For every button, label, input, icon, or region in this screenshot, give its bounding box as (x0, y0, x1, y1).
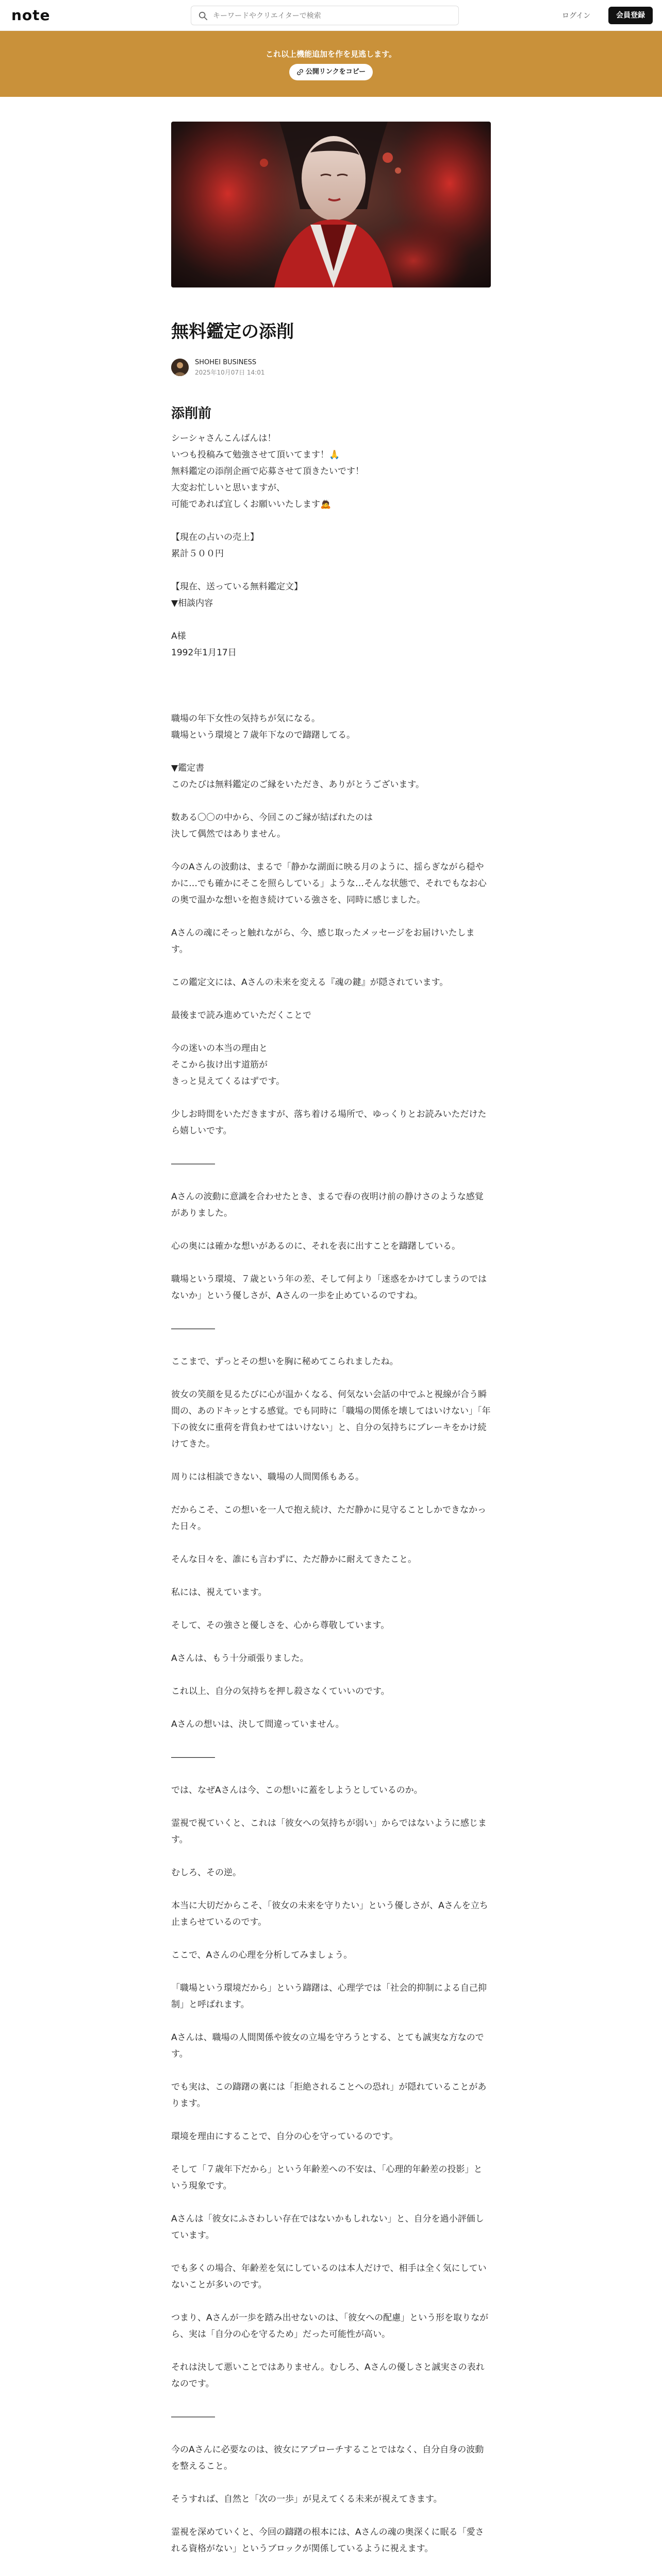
article-paragraph: 霊視で視ていくと、これは「彼女への気持ちが弱い」からではないように感じます。 (171, 1818, 487, 1845)
hero-illustration (171, 122, 491, 287)
article-paragraph: Aさんの想いは、決して間違っていません。 (171, 1719, 344, 1730)
author-avatar[interactable] (171, 359, 189, 376)
article-paragraph: 職場の年下女性の気持ちが気になる。 職場という環境と７歳年下なので躊躇してる。 (171, 714, 355, 740)
article-paragraph: Aさんは、職場の人間関係や彼女の立場を守ろうとする、とても誠実な方なのです。 (171, 2032, 484, 2059)
copy-link-label: 公開リンクをコピー (305, 68, 366, 76)
note-logo[interactable]: note (11, 7, 51, 24)
signup-button[interactable]: 会員登録 (608, 7, 653, 24)
article-paragraph: Aさんは「彼女にふさわしい存在ではないかもしれない」と、自分を過小評価しています。 (171, 2214, 484, 2241)
section-divider: ――――― (171, 1752, 215, 1762)
article-paragraph: Aさんの魂にそっと触れながら、今、感じ取ったメッセージをお届けいたします。 (171, 928, 475, 955)
top-navigation-bar (0, 0, 662, 31)
article-paragraph: 環境を理由にすることで、自分の心を守っているのです。 (171, 2131, 399, 2142)
article-paragraph: むしろ、その逆。 (171, 1868, 241, 1878)
article-paragraph: 【現在の占いの売上】 累計５００円 (171, 532, 259, 559)
banner-text: これ以上機能追加を作を見逃します。 (266, 49, 396, 59)
article-paragraph: 最後まで読み進めていただくことで (171, 1010, 311, 1021)
link-icon (296, 69, 304, 76)
article-paragraph: では、なぜAさんは今、この想いに蓋をしようとしているのか。 (171, 1785, 423, 1795)
article-paragraph: 今のAさんの波動は、まるで「静かな湖面に映る月のように、揺らぎながら穏やかに…でも確かにそこを照らしている」ような…そんな状態で、それでもなお心の奥で温かな想いを抱き続けている強さを、同時に感じました。 (171, 862, 487, 905)
article-paragraph: そうすれば、自然と「次の一歩」が見えてくる未来が視えてきます。 (171, 2494, 442, 2504)
section-divider: ――――― (171, 2412, 215, 2422)
article-paragraph (171, 677, 491, 694)
article-paragraph: 数ある〇〇の中から、今回このご縁が結ばれたのは 決して偶然ではありません。 (171, 812, 373, 839)
article-paragraph: この鑑定文には、Aさんの未来を変える『魂の鍵』が隠されています。 (171, 977, 449, 988)
article-paragraph: A様 1992年1月17日 (171, 631, 237, 658)
avatar-image (171, 359, 189, 376)
article-paragraph: 本当に大切だからこそ、「彼女の未来を守りたい」という優しさが、Aさんを立ち止まらせているのです。 (171, 1901, 488, 1927)
article-paragraph: ここまで、ずっとその想いを胸に秘めてこられましたね。 (171, 1357, 399, 1367)
article-paragraph: これ以上、自分の気持ちを押し殺さなくていいのです。 (171, 1686, 390, 1697)
article-title: 無料鑑定の添削 (171, 321, 294, 342)
search-icon (198, 11, 208, 21)
article-paragraph: ▼鑑定書 このたびは無料鑑定のご縁をいただき、ありがとうございます。 (171, 763, 424, 790)
login-link[interactable]: ログイン (562, 12, 591, 20)
article-paragraph: 私には、視えています。 (171, 1587, 267, 1598)
copy-link-button[interactable] (289, 64, 373, 80)
article-paragraph: だからこそ、この想いを一人で抱え続け、ただ静かに見守ることしかできなかった日々。 (171, 1505, 486, 1532)
article-paragraph: そんな日々を、誰にも言わずに、ただ静かに耐えてきたこと。 (171, 1554, 417, 1565)
article-paragraph: シーシャさんこんばんは！ いつも投稿みて勉強させて頂いてます！🙏 無料鑑定の添削企画で応募させて頂きたいです！ 大変お忙しいと思いますが、 可能であれば宜しくお願いいたします🙇 (171, 433, 364, 510)
author-block (171, 358, 491, 380)
article-paragraph: そして「７歳年下だから」という年齢差への不安は、「心理的年齢差の投影」という現象です。 (171, 2164, 483, 2191)
article-paragraph: Aさんの波動に意識を合わせたとき、まるで春の夜明け前の静けさのような感覚がありました。 (171, 1192, 484, 1218)
search-box[interactable] (191, 6, 459, 25)
article-paragraph: でも多くの場合、年齢差を気にしているのは本人だけで、相手は全く気にしていないことが多いのです。 (171, 2263, 487, 2290)
section-divider: ――――― (171, 1324, 215, 1334)
article-paragraph: 周りには相談できない、職場の人間関係もある。 (171, 1472, 364, 1482)
article-paragraph: 今の迷いの本当の理由と そこから抜け出す道筋が きっと見えてくるはずです。 (171, 1043, 285, 1087)
post-date: 2025年10月07日 14:01 (195, 369, 265, 376)
article-paragraph: それは決して悪いことではありません。むしろ、Aさんの優しさと誠実さの表れなのです。 (171, 2362, 485, 2389)
section-heading: 添削前 (171, 406, 212, 421)
article-paragraph: 「職場という環境だから」という躊躇は、心理学では「社会的抑制による自己抑制」と呼ばれます。 (171, 1983, 487, 2010)
article-paragraph: 彼女の笑顔を見るたびに心が温かくなる、何気ない会話の中でふと視線が合う瞬間の、あのドキッとする感覚。でも同時に「職場の関係を壊してはいけない」「年下の彼女に重荷を背負わせてはいけない」と、自分の気持ちにブレーキをかけ続けてきた。 (171, 1389, 491, 1449)
article-paragraph: 【現在、送っている無料鑑定文】 ▼相談内容 (171, 582, 303, 608)
search-input[interactable] (213, 10, 450, 22)
article-paragraph: Aさんは、もう十分頑張りました。 (171, 1653, 309, 1664)
author-name[interactable]: SHOHEI BUSINESS (195, 359, 257, 366)
article-paragraph: 霊視を深めていくと、今回の躊躇の根本には、Aさんの魂の奥深くに眠る「愛される資格がない」というブロックが関係しているように視えます。 (171, 2527, 484, 2554)
article-paragraph: 少しお時間をいただきますが、落ち着ける場所で、ゆっくりとお読みいただけたら嬉しいです。 (171, 1109, 487, 1136)
article-paragraph (171, 2573, 491, 2576)
article-paragraph: ここで、Aさんの心理を分析してみましょう。 (171, 1950, 353, 1960)
article-paragraph: そして、その強さと優しさを、心から尊敬しています。 (171, 1620, 390, 1631)
article-paragraph: 今のAさんに必要なのは、彼女にアプローチすることではなく、自分自身の波動を整えること。 (171, 2445, 484, 2471)
article-hero-image (171, 122, 491, 287)
article-paragraph: つまり、Aさんが一歩を踏み出せないのは、「彼女への配慮」という形を取りながら、実は「自分の心を守るため」だった可能性が高い。 (171, 2313, 489, 2340)
article-paragraphs (171, 430, 491, 2576)
article-paragraph: でも実は、この躊躇の裏には「拒絶されることへの恐れ」が隠れていることがあります。 (171, 2082, 487, 2109)
article-body (171, 319, 491, 2576)
section-divider: ――――― (171, 1159, 215, 1169)
notice-banner (0, 31, 662, 97)
article-paragraph: 職場という環境、７歳という年の差、そして何より「迷惑をかけてしまうのではないか」という優しさが、Aさんの一歩を止めているのですね。 (171, 1274, 487, 1301)
article-paragraph: 心の奥には確かな想いがあるのに、それを表に出すことを躊躇している。 (171, 1241, 460, 1251)
